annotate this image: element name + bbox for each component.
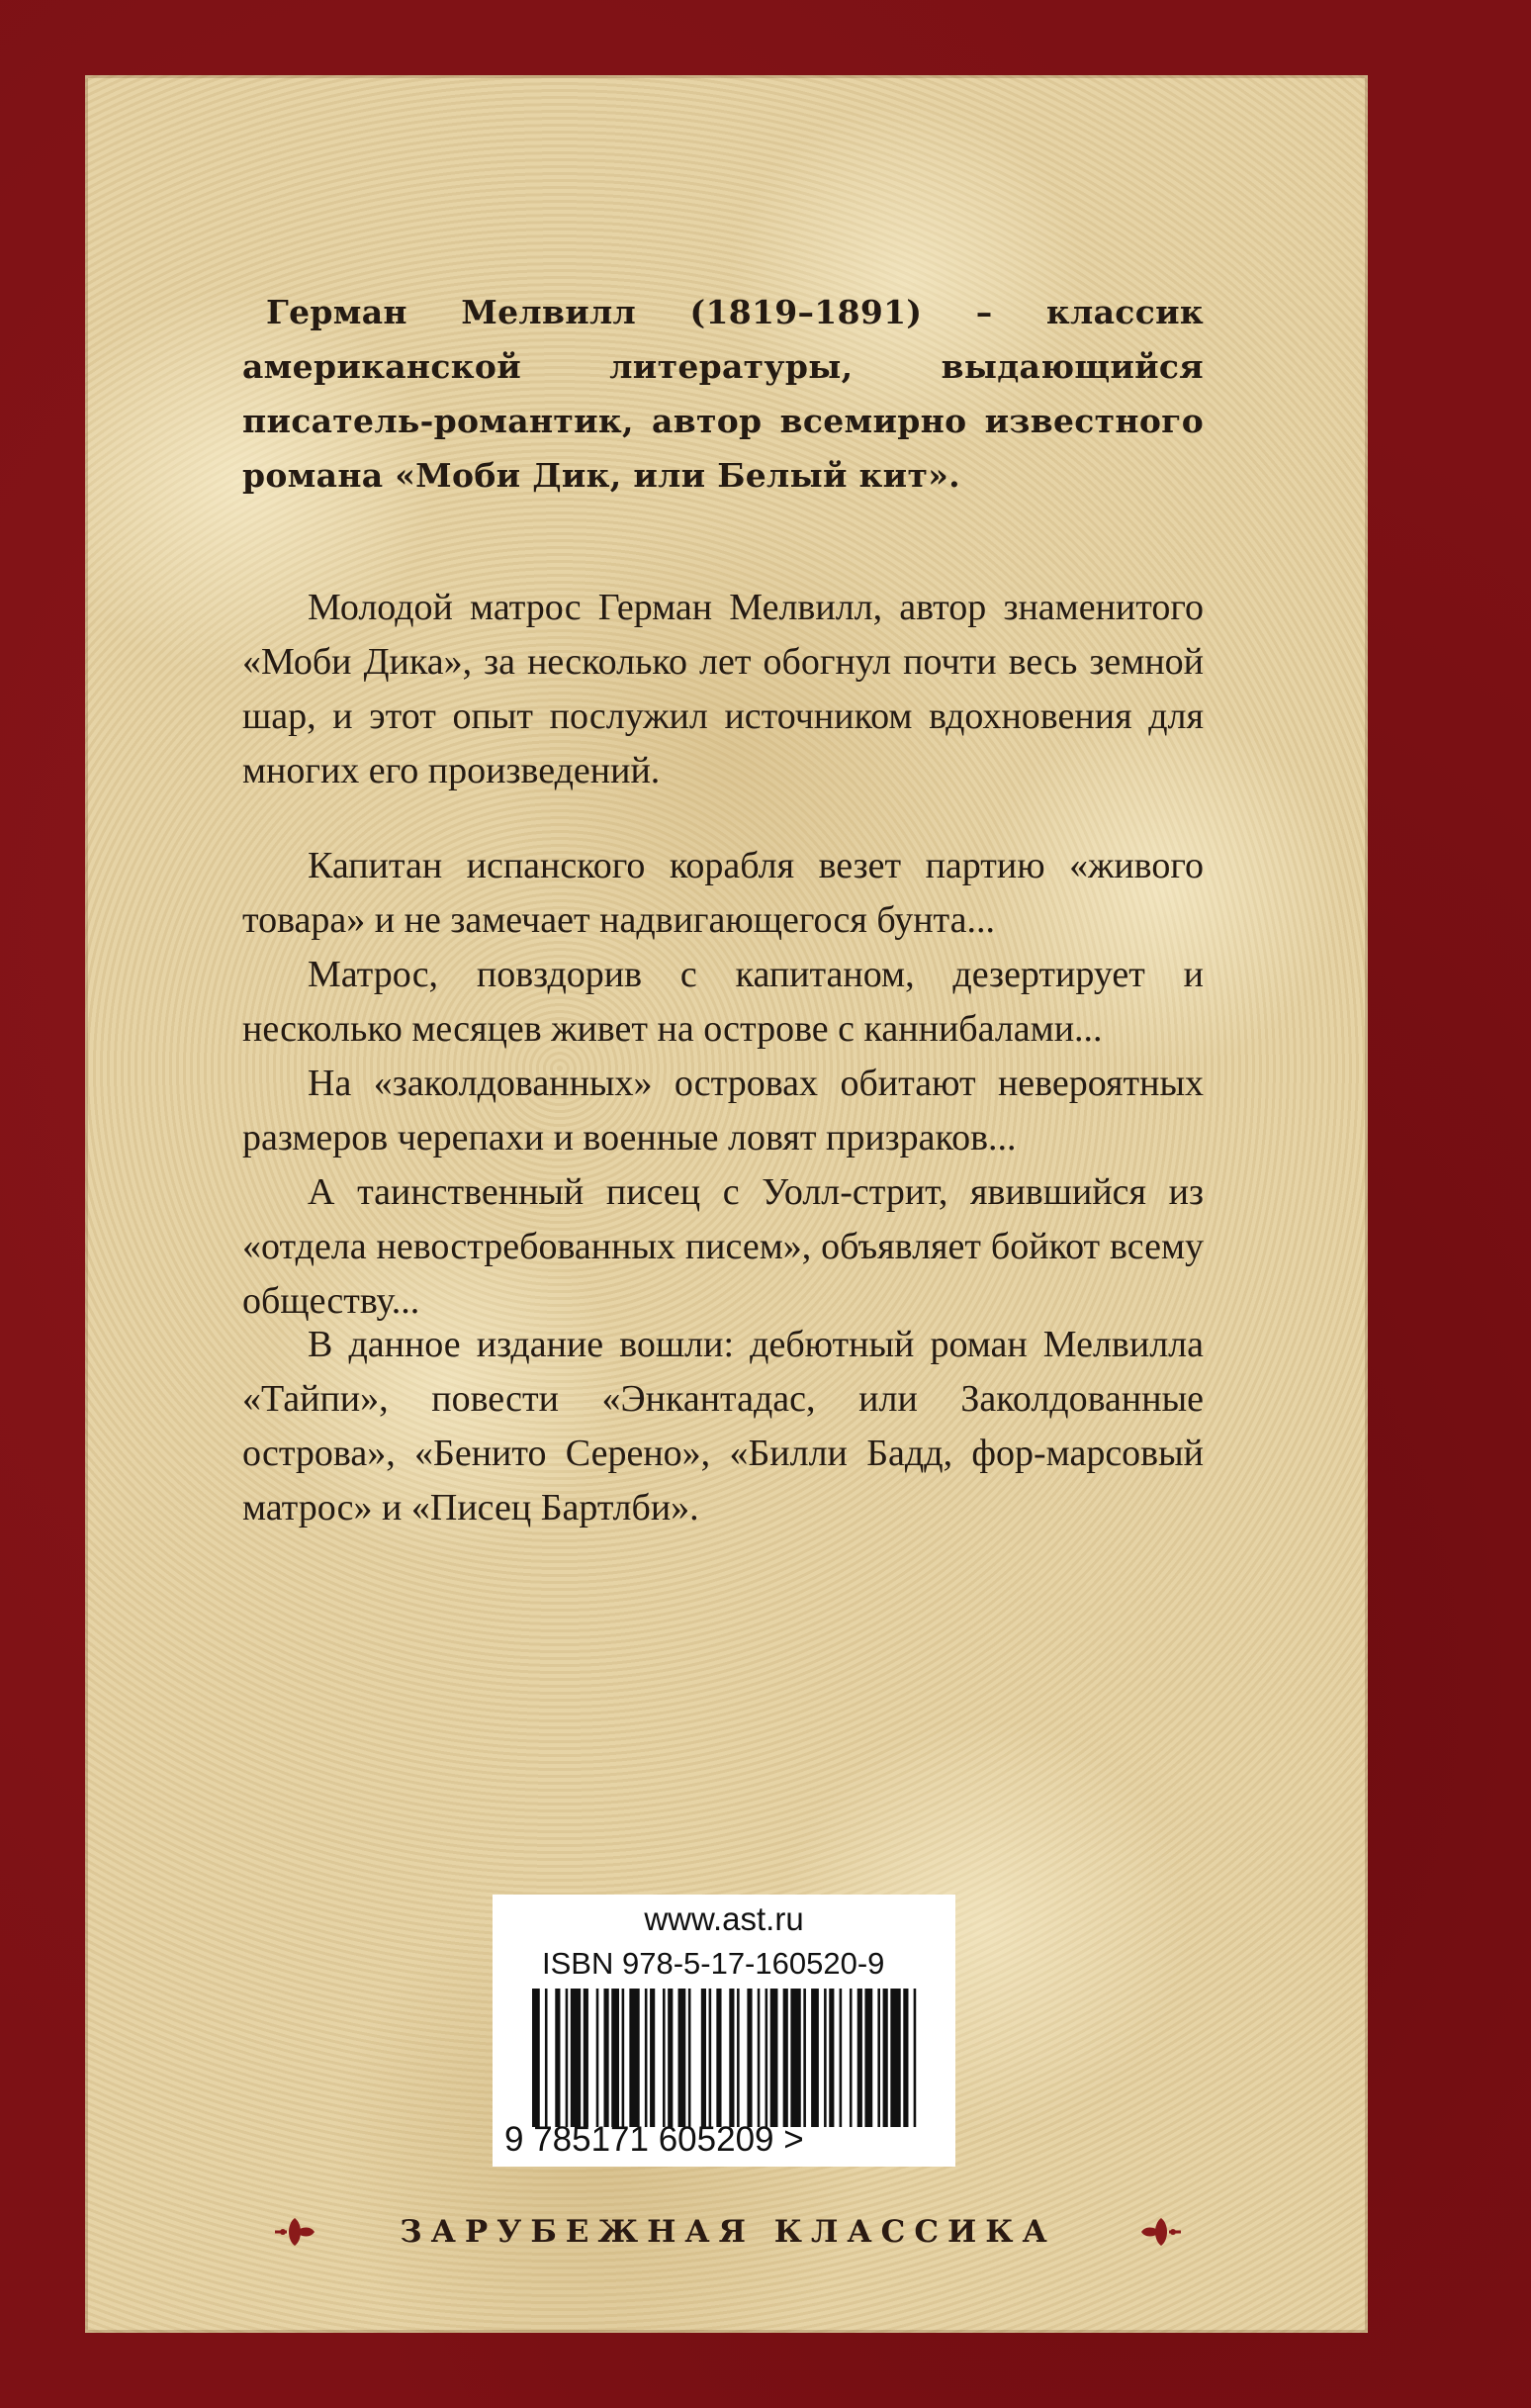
barcode-label <box>493 1895 955 2167</box>
publisher-url: www.ast.ru <box>644 1900 804 1937</box>
paragraph-text: Молодой матрос Герман Мелвилл, автор знаменитого «Моби Дика», за несколько лет обогнул почти весь земной шар, и этот опыт послужил источником вдохновения для многих его произведений. <box>242 587 1204 791</box>
contents-text: В данное издание вошли: дебютный роман Мелвилла «Тайпи», повести «Энкантадас, или Заколдованные острова», «Бенито Серено», «Билли Бадд, фор-марсовый матрос» и «Писец Бартлби». <box>242 1324 1204 1528</box>
plot-line-1: Капитан испанского корабля везет партию «живого товара» и не замечает надвигающегося бунта... <box>242 845 1204 941</box>
series-title: ЗАРУБЕЖНАЯ КЛАССИКА <box>400 2214 1056 2250</box>
barcode-digits: 9 785171 605209 > <box>504 2120 804 2159</box>
plot-line-2: Матрос, повздорив с капитаном, дезертирует и несколько месяцев живет на острове с каннибалами... <box>242 954 1204 1050</box>
description-paragraph-2 <box>242 839 1204 1329</box>
description-paragraph-1 <box>242 581 1204 798</box>
description-paragraph-3 <box>242 1318 1204 1535</box>
isbn-text: ISBN 978-5-17-160520-9 <box>542 1946 885 1981</box>
series-banner <box>273 2204 1183 2260</box>
fleuron-ornament-icon <box>273 2212 316 2252</box>
plot-line-4: А таинственный писец с Уолл-стрит, явившийся из «отдела невостребованных писем», объявляет бойкот всему обществу... <box>242 1171 1204 1322</box>
author-intro: Герман Мелвилл (1819–1891) – классик американской литературы, выдающийся писатель-романтик, автор всемирно известного романа «Моби Дик, или Белый кит». <box>242 293 1204 495</box>
fleuron-ornament-icon <box>1139 2212 1183 2252</box>
barcode-icon <box>532 1989 924 2127</box>
plot-line-3: На «заколдованных» островах обитают невероятных размеров черепахи и военные ловят призраков... <box>242 1063 1204 1158</box>
